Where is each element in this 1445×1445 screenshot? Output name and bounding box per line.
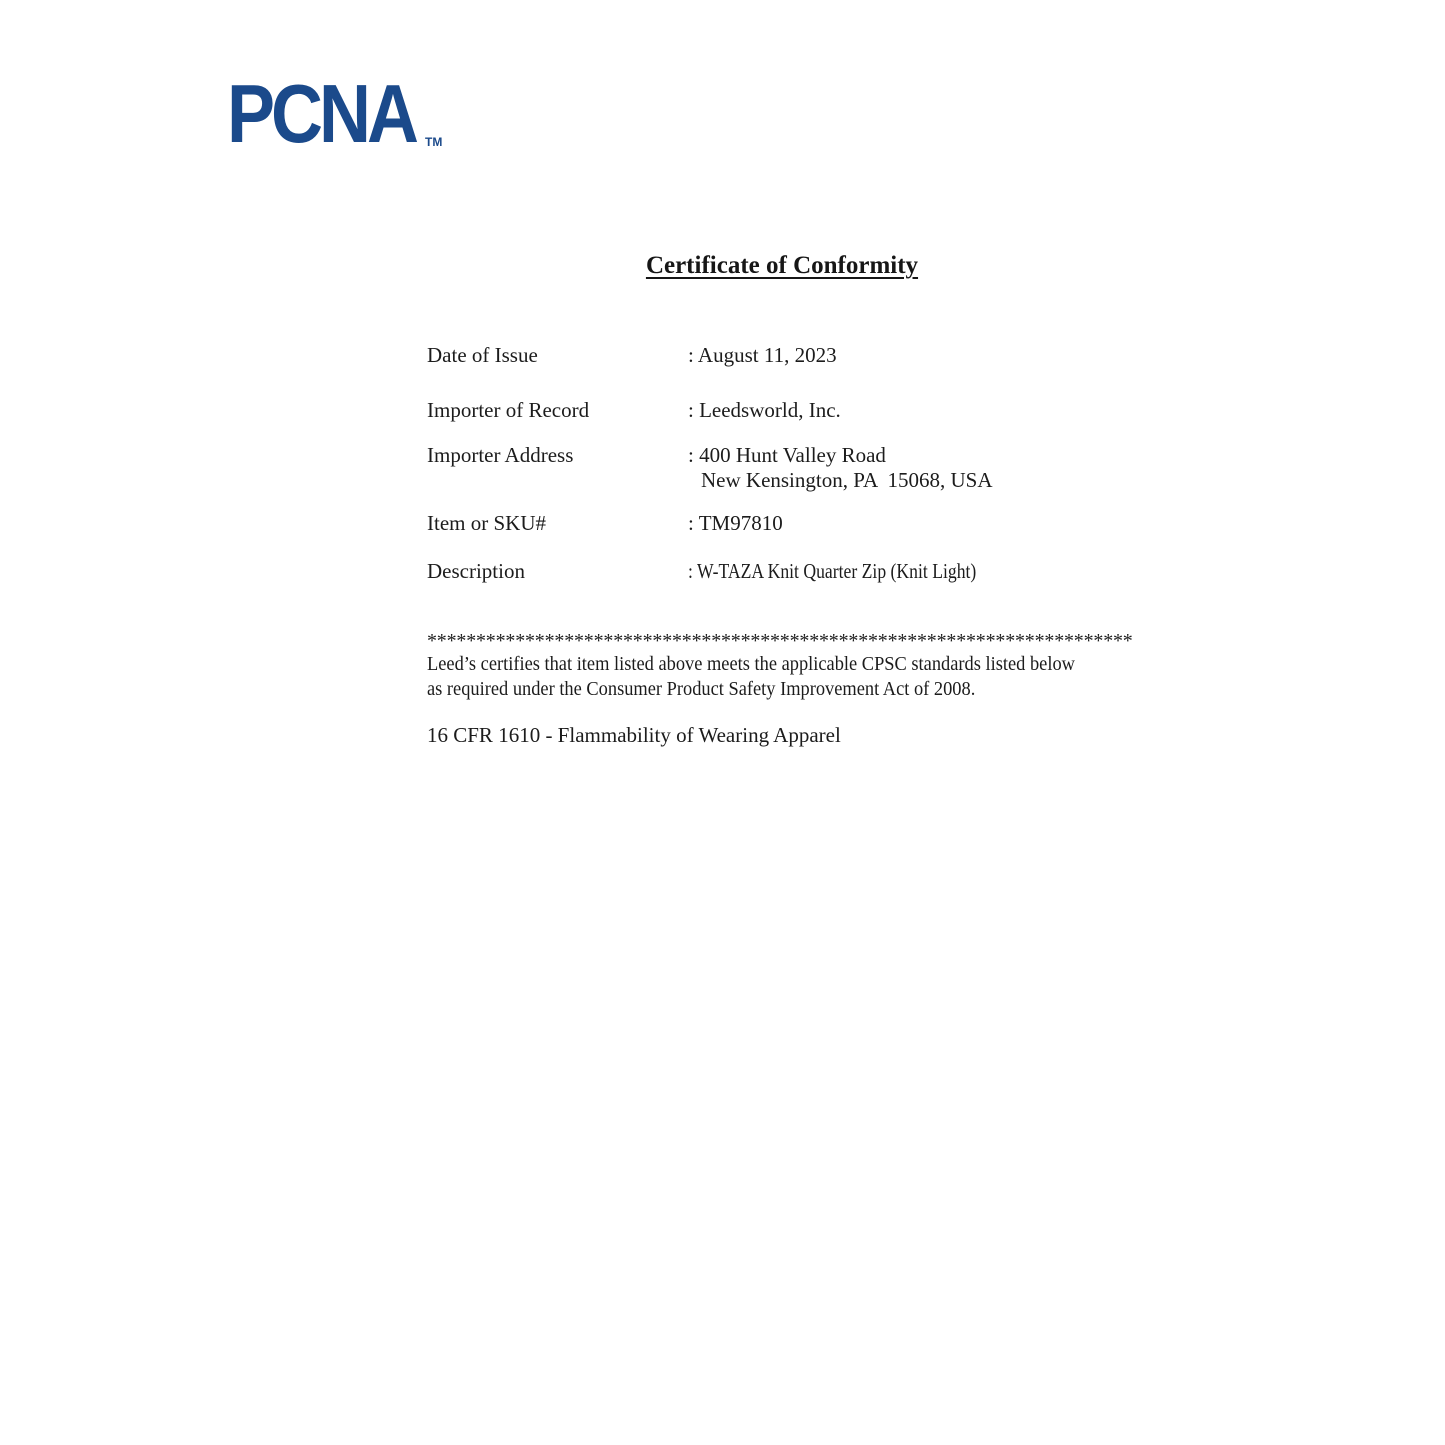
detail-label: Description — [427, 559, 525, 583]
cfr-standard-line: 16 CFR 1610 - Flammability of Wearing Apparel — [427, 723, 841, 747]
address-line-1: : 400 Hunt Valley Road — [688, 443, 886, 467]
certification-statement-line-2: as required under the Consumer Product Safety Improvement Act of 2008. — [427, 678, 976, 700]
detail-label: Item or SKU# — [427, 511, 546, 535]
asterisk-separator: ************************************************************************ — [427, 630, 1133, 652]
detail-value — [688, 443, 993, 493]
detail-label: Importer Address — [427, 443, 574, 467]
pcna-logo-text: PCNA — [227, 68, 416, 161]
detail-label: Date of Issue — [427, 343, 538, 367]
address-line-2: New Kensington, PA 15068, USA — [701, 468, 993, 492]
detail-label: Importer of Record — [427, 398, 590, 422]
certification-statement-line-1: Leed’s certifies that item listed above meets the applicable CPSC standards listed below — [427, 653, 1075, 675]
trademark-icon: TM — [425, 135, 443, 149]
detail-value — [688, 559, 1031, 584]
detail-value: : Leedsworld, Inc. — [688, 398, 841, 422]
detail-value: : August 11, 2023 — [688, 343, 837, 367]
description-value: : W-TAZA Knit Quarter Zip (Knit Light) — [688, 559, 977, 583]
detail-value: : TM97810 — [688, 511, 783, 535]
certification-statement — [427, 652, 1187, 702]
pcna-logo — [227, 68, 467, 163]
document-title: Certificate of Conformity — [645, 252, 919, 279]
